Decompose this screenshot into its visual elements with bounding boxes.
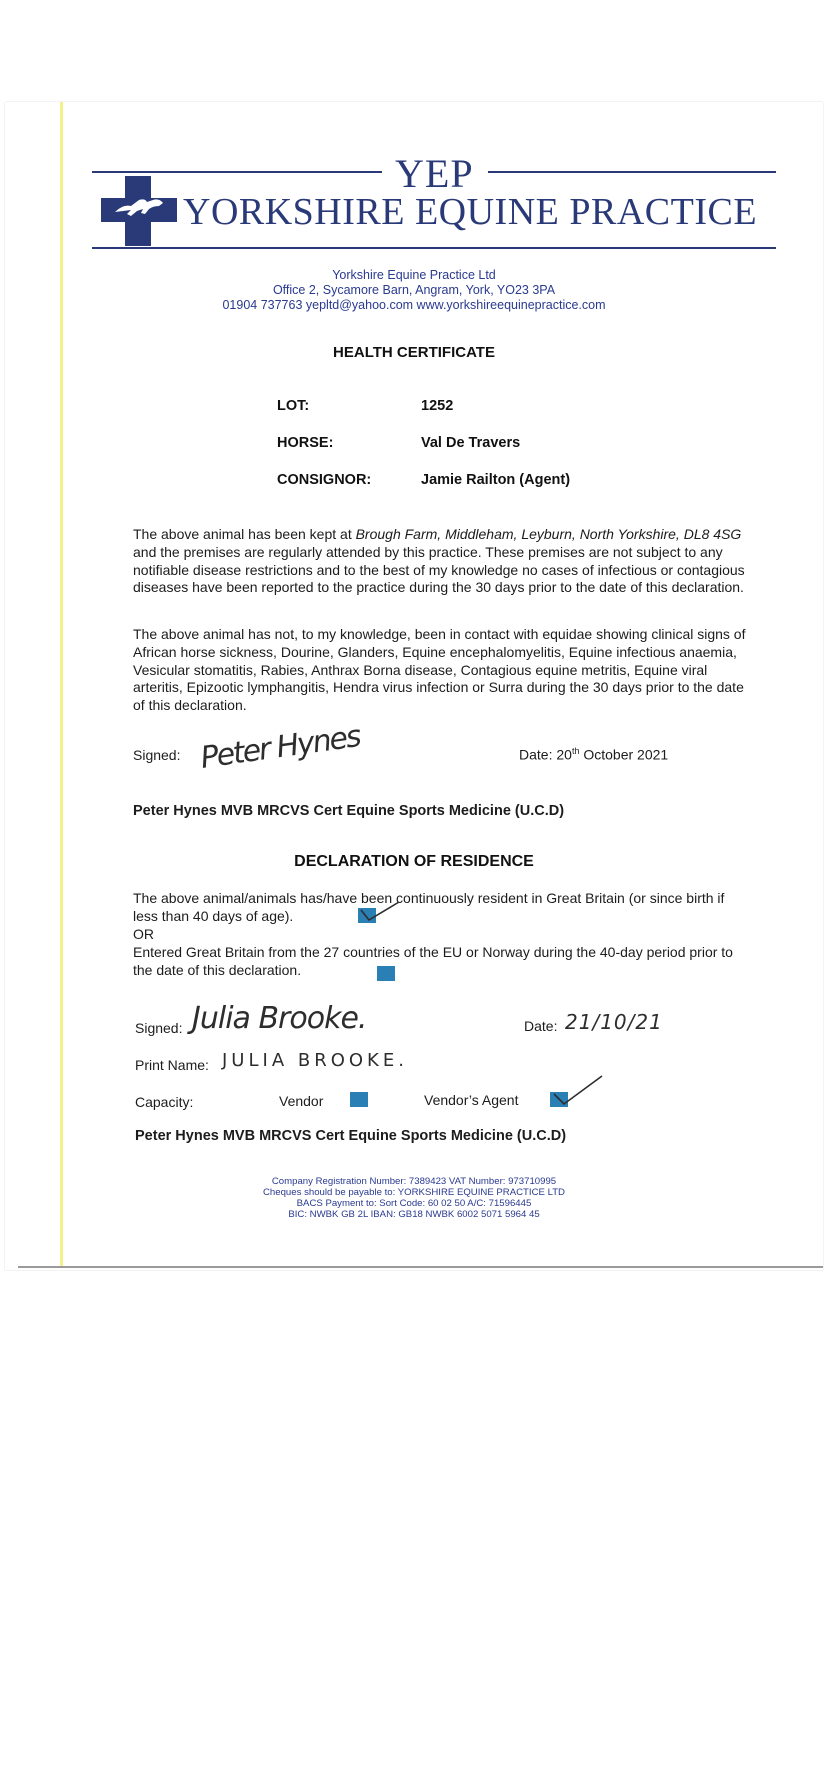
lot-value: 1252 [421, 398, 454, 414]
consignor-value: Jamie Railton (Agent) [421, 472, 571, 488]
residence-title: DECLARATION OF RESIDENCE [294, 853, 534, 870]
residence-option-2-checkbox[interactable] [377, 966, 395, 981]
owner-date-label: Date: [524, 1018, 558, 1034]
vet-date-day: 20 [556, 746, 572, 763]
footer-iban: BIC: NWBK GB 2L IBAN: GB18 NWBK 6002 5071 5964 45 [288, 1209, 540, 1220]
cross-horse-logo-icon [101, 176, 177, 246]
owner-signature: Julia Brooke. [192, 1001, 367, 1036]
vendors-agent-label: Vendor’s Agent [424, 1092, 519, 1108]
residence-vet-credentials: Peter Hynes MVB MRCVS Cert Equine Sports Medicine (U.C.D) [135, 1128, 567, 1144]
vendor-checkbox[interactable] [350, 1092, 368, 1107]
vet-date-rest: October 2021 [579, 746, 669, 763]
premises-rest: and the premises are regularly attended by this practice. These premises are not subject to any notifiable disease restrictions and to the best of my knowledge no cases of infectious or contagious diseases have been reported to the practice during the 30 days prior to the date of this declaration. [133, 543, 745, 596]
residence-option-2: Entered Great Britain from the 27 countries of the EU or Norway during the 40-day period prior to the date of this declaration. [133, 944, 733, 978]
page-bottom-edge [18, 1266, 823, 1268]
vendor-label: Vendor [279, 1093, 324, 1109]
logo-practice-name: YORKSHIRE EQUINE PRACTICE [183, 191, 758, 233]
logo-abbrev: YEP [395, 151, 474, 196]
footer-cheques: Cheques should be payable to: YORKSHIRE EQUINE PRACTICE LTD [263, 1187, 565, 1198]
company-name: Yorkshire Equine Practice Ltd [332, 268, 496, 282]
lot-label: LOT: [277, 398, 310, 414]
footer-registration: Company Registration Number: 7389423 VAT Number: 973710995 [271, 1176, 557, 1187]
horse-value: Val De Travers [421, 435, 521, 451]
certificate-title: HEALTH CERTIFICATE [333, 344, 495, 361]
vet-credentials: Peter Hynes MVB MRCVS Cert Equine Sports Medicine (U.C.D) [133, 803, 565, 819]
owner-date-value: 21/10/21 [565, 1010, 663, 1034]
premises-location: Brough Farm, Middleham, Leyburn, North Yorkshire, DL8 4SG [355, 526, 742, 542]
company-address: Office 2, Sycamore Barn, Angram, York, YO23 3PA [272, 283, 556, 297]
contact-paragraph: The above animal has not, to my knowledge, been in contact with equidae showing clinical signs of African horse sickness, Dourine, Glanders, Equine encephalomyelitis, Equine infectious anaemia, Vesicular stomatitis, Rabies, Anthrax Borna disease, Contagious equine metritis, Equine viral arteritis, Epizootic lymphangitis, Hendra virus infection or Surra during the 30 days prior to the date of this declaration. [133, 626, 746, 714]
logo-line-bottom [92, 247, 776, 249]
consignor-label: CONSIGNOR: [277, 472, 372, 488]
print-name-value: JULIA BROOKE. [222, 1050, 408, 1071]
residence-option-1-checkmark-icon [355, 898, 405, 928]
vet-date-suffix: th [571, 746, 580, 756]
vet-date-label: Date: [519, 746, 553, 763]
horse-label: HORSE: [277, 435, 334, 451]
vendors-agent-checkmark-icon [550, 1072, 610, 1112]
residence-or: OR [133, 926, 154, 942]
logo-line-top-left [92, 171, 382, 173]
capacity-label: Capacity: [135, 1094, 194, 1110]
premises-intro: The above animal has been kept at [133, 526, 356, 542]
vet-signature: Peter Hynes [198, 719, 362, 776]
logo-line-top-right [488, 171, 776, 173]
owner-signed-label: Signed: [135, 1020, 183, 1036]
premises-paragraph [133, 526, 748, 597]
footer-bacs: BACS Payment to: Sort Code: 60 02 50 A/C: 71596445 [296, 1198, 532, 1209]
company-contact: 01904 737763 yepltd@yahoo.com www.yorkshireequinepractice.com [222, 298, 606, 312]
vet-date [519, 746, 668, 763]
vet-signed-label: Signed: [133, 747, 181, 763]
residence-option-1 [133, 890, 748, 926]
residence-option-1-text: The above animal/animals has/have been continuously resident in Great Britain (or since birth if less than 40 days of age). [133, 890, 725, 924]
print-name-label: Print Name: [135, 1057, 209, 1073]
